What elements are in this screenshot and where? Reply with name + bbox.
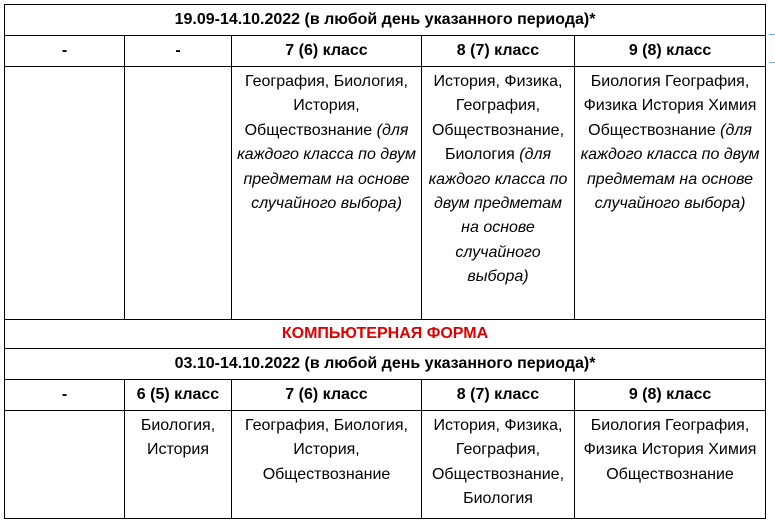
- section1-header-2: -: [125, 36, 232, 67]
- section2-cell-2: Биология, История: [125, 411, 232, 519]
- section1-header-3: 7 (6) класс: [232, 36, 422, 67]
- section1-header-5: 9 (8) класс: [575, 36, 766, 67]
- section1-header-1: -: [5, 36, 125, 67]
- section1-cell-5: [575, 67, 766, 320]
- section1-title-row: [5, 5, 766, 36]
- section1-cell-1: [5, 67, 125, 320]
- section1-cell-2: [125, 67, 232, 320]
- section2-cell-3: География, Биология, История, Обществознание: [232, 411, 422, 519]
- computer-form-row: [5, 320, 766, 349]
- section2-header-5: 9 (8) класс: [575, 380, 766, 411]
- subjects-text: География, Биология, История, Обществознание: [244, 73, 408, 139]
- subjects-note: (для каждого класса по двум предметам на основе случайного выбора): [237, 121, 416, 213]
- section2-cell-4: История, Физика, География, Обществознание, Биология: [422, 411, 575, 519]
- section1-header-row: [5, 36, 766, 67]
- section1-cell-3: [232, 67, 422, 320]
- section1-header-4: 8 (7) класс: [422, 36, 575, 67]
- section2-header-3: 7 (6) класс: [232, 380, 422, 411]
- section2-header-4: 8 (7) класс: [422, 380, 575, 411]
- side-mark: [769, 34, 775, 35]
- schedule-table: [4, 4, 766, 519]
- section2-cell-5: Биология География, Физика История Химия Обществознание: [575, 411, 766, 519]
- section1-subjects-row: [5, 67, 766, 320]
- section2-header-1: -: [5, 380, 125, 411]
- section2-header-2: 6 (5) класс: [125, 380, 232, 411]
- subjects-note: (для каждого класса по двум предметам на основе случайного выбора): [428, 146, 568, 286]
- section2-title: 03.10-14.10.2022 (в любой день указанного периода)*: [5, 349, 766, 380]
- section1-title: 19.09-14.10.2022 (в любой день указанного периода)*: [5, 5, 766, 36]
- subjects-note: (для каждого класса по двум предметам на основе случайного выбора): [580, 121, 760, 213]
- subjects-text: Биология География, Физика История Химия Обществознание: [583, 73, 757, 139]
- side-mark: [769, 62, 775, 63]
- section2-subjects-row: [5, 411, 766, 519]
- section2-cell-1: [5, 411, 125, 519]
- subjects-text: История, Физика, География, Обществознание, Биология: [431, 73, 565, 164]
- section2-header-row: [5, 380, 766, 411]
- computer-form-heading: КОМПЬЮТЕРНАЯ ФОРМА: [5, 320, 766, 349]
- section2-title-row: [5, 349, 766, 380]
- section1-cell-4: [422, 67, 575, 320]
